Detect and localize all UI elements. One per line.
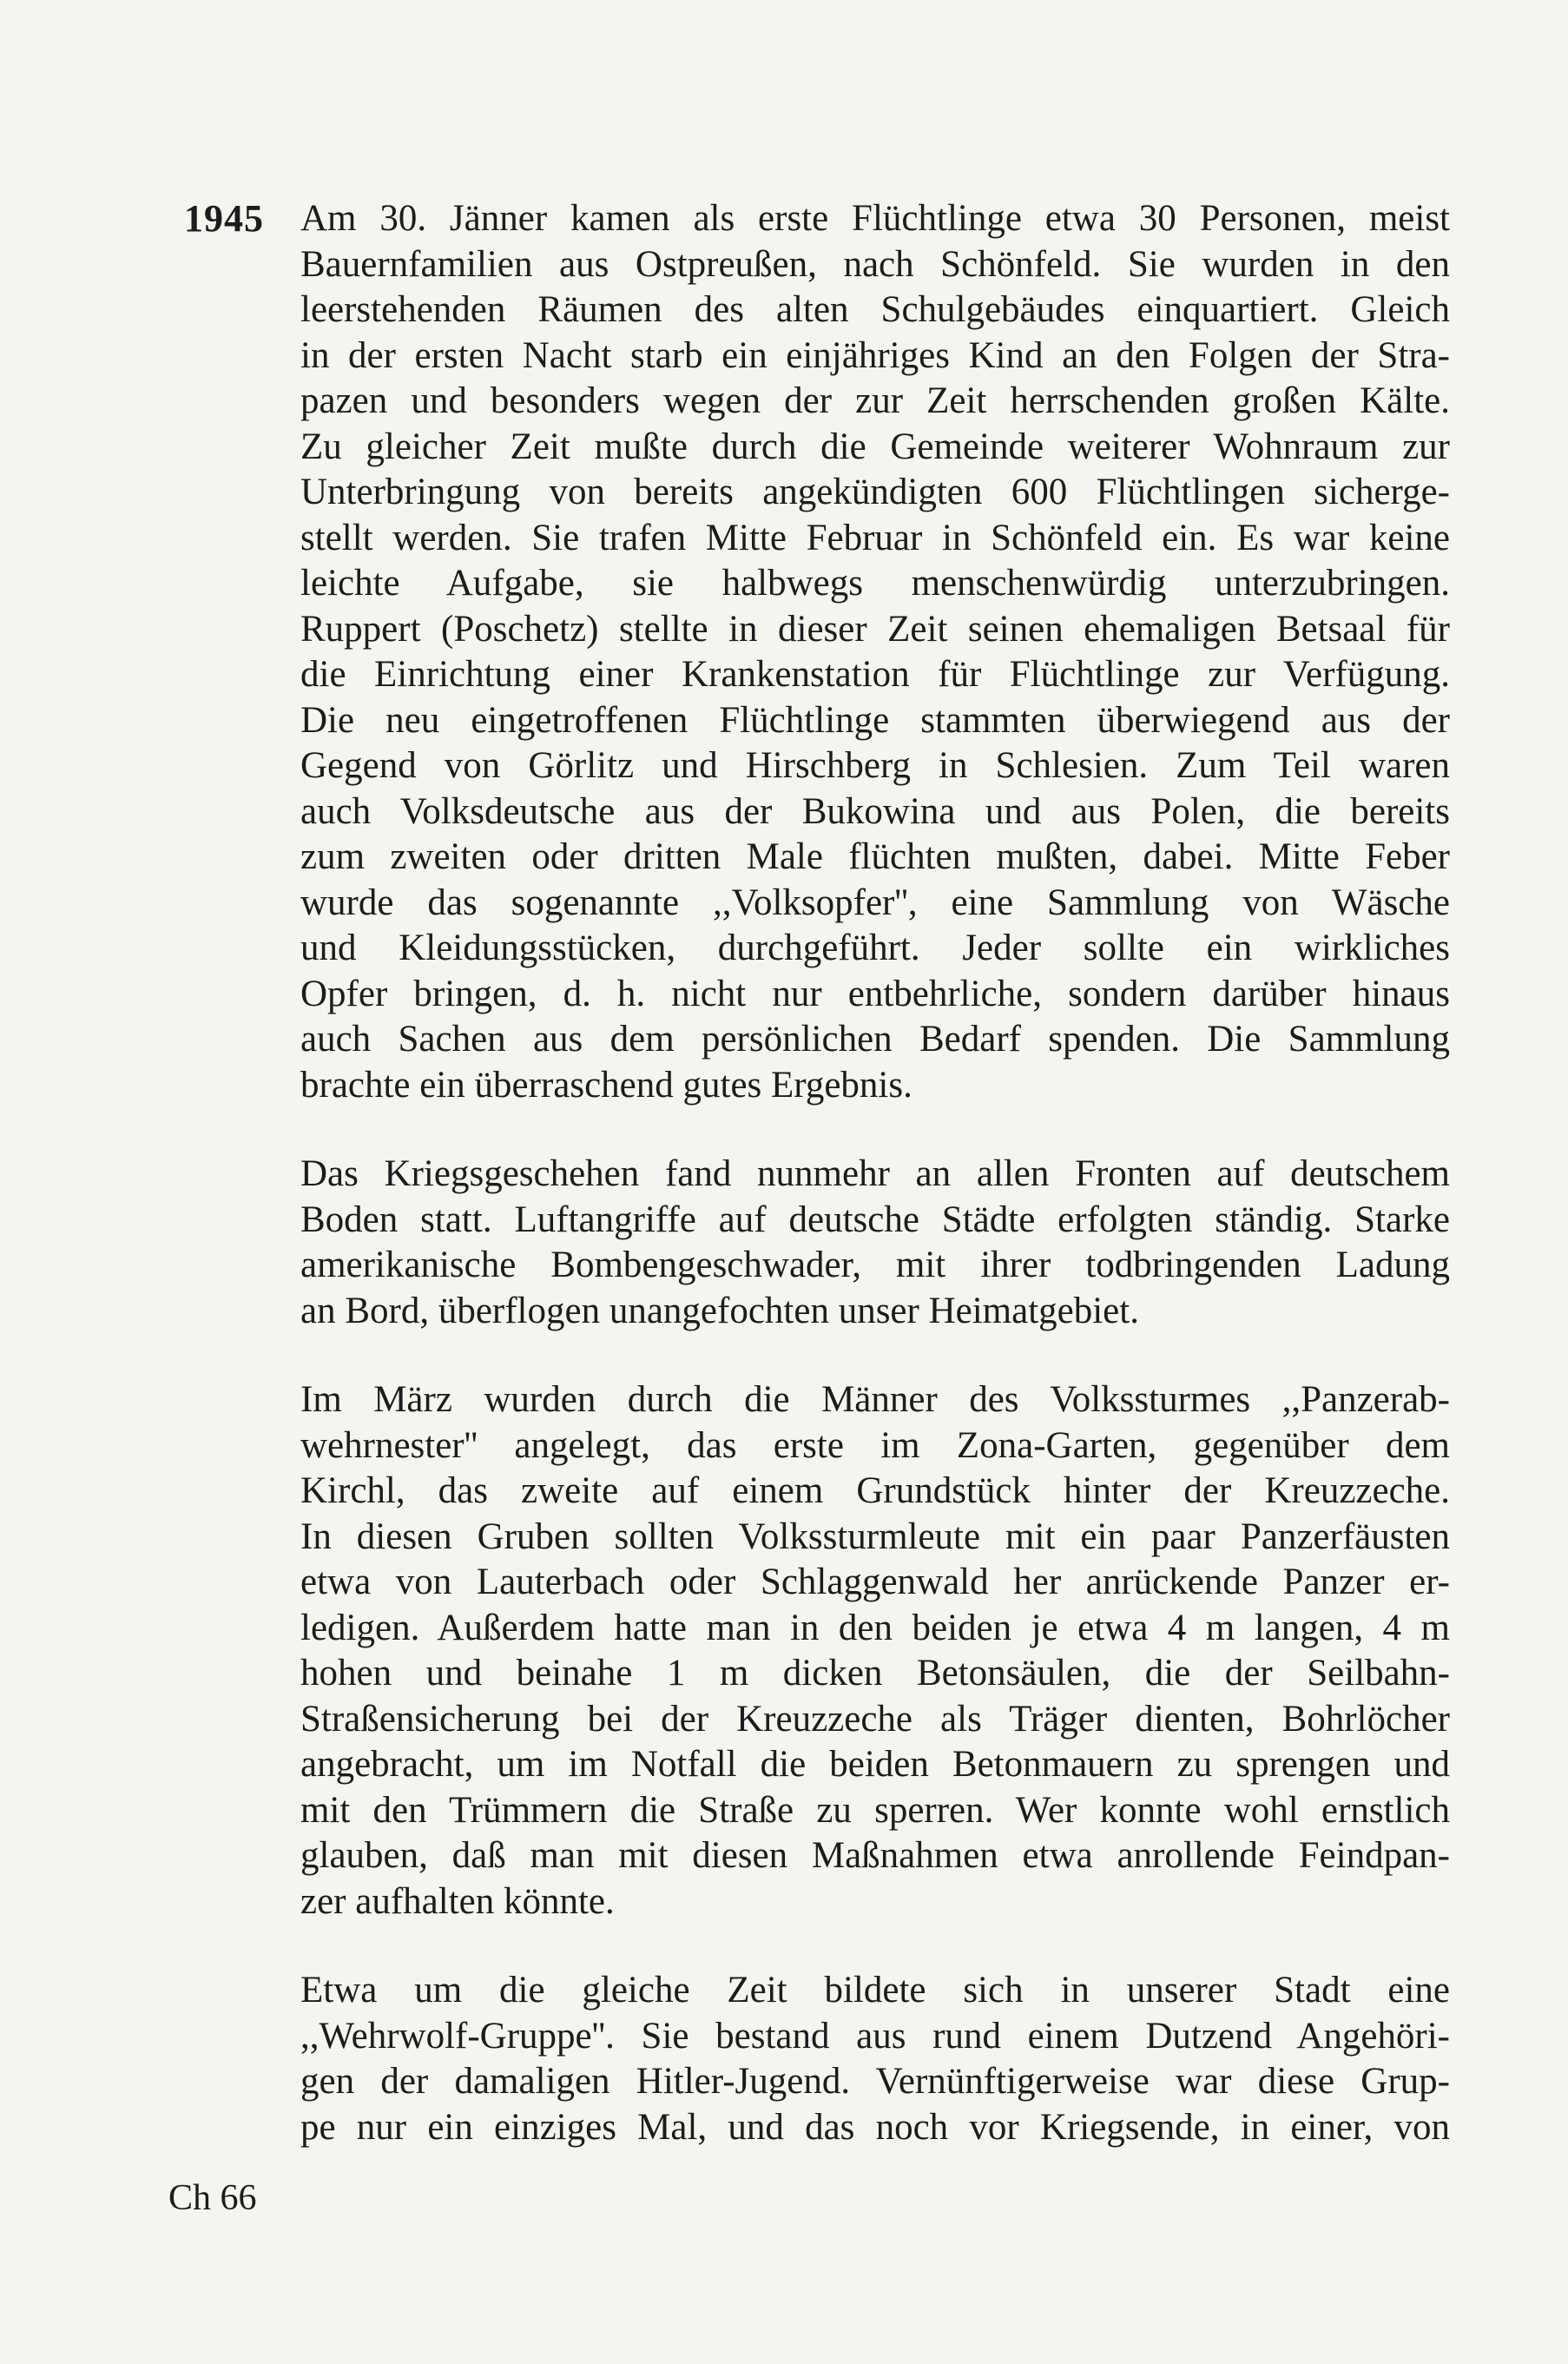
text-line: auch Volksdeutsche aus der Bukowina und aus Polen, die bereits	[300, 790, 1450, 832]
text-line: an Bord, überflogen unangefochten unser Heimatgebiet.	[300, 1290, 1139, 1331]
text-line: glauben, daß man mit diesen Maßnahmen etwa anrollende Feindpan-	[300, 1835, 1450, 1876]
text-line: und Kleidungsstücken, durchgeführt. Jeder sollte ein wirkliches	[300, 928, 1450, 968]
text-line: pe nur ein einziges Mal, und das noch vor Kriegsende, in einer, von	[300, 2106, 1450, 2148]
text-line: wurde das sogenannte ,,Volksopfer'', eine Sammlung von Wäsche	[300, 882, 1450, 923]
text-line: Ruppert (Poschetz) stellte in dieser Zeit seinen ehemaligen Betsaal für	[300, 608, 1450, 650]
text-line: hohen und beinahe 1 m dicken Betonsäulen, die der Seilbahn-	[300, 1653, 1450, 1694]
text-line: Opfer bringen, d. h. nicht nur entbehrliche, sondern darüber hinaus	[300, 973, 1450, 1014]
text-line: leerstehenden Räumen des alten Schulgebäudes einquartiert. Gleich	[300, 289, 1450, 330]
text-line: leichte Aufgabe, sie halbwegs menschenwürdig unterzubringen.	[300, 563, 1450, 604]
paragraph-volkssturm	[300, 1377, 1450, 1925]
text-line: Straßensicherung bei der Kreuzzeche als Träger dienten, Bohrlöcher	[300, 1698, 1450, 1740]
text-line: angebracht, um im Notfall die beiden Betonmauern zu sprengen und	[300, 1744, 1450, 1785]
page-number: Ch 66	[168, 2178, 257, 2218]
text-line: ledigen. Außerdem hatte man in den beiden je etwa 4 m langen, 4 m	[300, 1607, 1450, 1648]
text-line: ,,Wehrwolf-Gruppe''. Sie bestand aus rund einem Dutzend Angehöri-	[300, 2015, 1450, 2057]
text-line: auch Sachen aus dem persönlichen Bedarf spenden. Die Sammlung	[300, 1019, 1450, 1060]
text-line: zer aufhalten könnte.	[300, 1880, 615, 1922]
year-heading: 1945	[184, 197, 264, 240]
text-line: amerikanische Bombengeschwader, mit ihrer todbringenden Ladung	[300, 1245, 1450, 1285]
text-line: etwa von Lauterbach oder Schlaggenwald her anrückende Panzer er-	[300, 1562, 1450, 1602]
paragraph-war-events	[300, 1152, 1450, 1334]
text-line: Boden statt. Luftangriffe auf deutsche Städte erfolgten ständig. Starke	[300, 1199, 1450, 1240]
text-line: brachte ein überraschend gutes Ergebnis.	[300, 1064, 912, 1106]
paragraph-wehrwolf	[300, 1968, 1450, 2150]
text-line: gen der damaligen Hitler-Jugend. Vernünftigerweise war diese Grup-	[300, 2061, 1450, 2102]
text-line: Zu gleicher Zeit mußte durch die Gemeinde weiterer Wohnraum zur	[300, 426, 1450, 467]
text-line: Unterbringung von bereits angekündigten 600 Flüchtlingen sicherge-	[300, 472, 1450, 512]
text-line: In diesen Gruben sollten Volkssturmleute mit ein paar Panzerfäusten	[300, 1515, 1450, 1557]
text-line: Kirchl, das zweite auf einem Grundstück hinter der Kreuzzeche.	[300, 1470, 1450, 1511]
paragraph-refugees	[300, 196, 1450, 1108]
text-line: Gegend von Görlitz und Hirschberg in Schlesien. Zum Teil waren	[300, 745, 1450, 786]
text-line: Bauernfamilien aus Ostpreußen, nach Schönfeld. Sie wurden in den	[300, 243, 1450, 285]
text-line: Am 30. Jänner kamen als erste Flüchtlinge etwa 30 Personen, meist	[300, 198, 1450, 239]
text-line: Etwa um die gleiche Zeit bildete sich in unserer Stadt eine	[300, 1970, 1450, 2011]
text-line: pazen und besonders wegen der zur Zeit herrschenden großen Kälte.	[300, 380, 1450, 421]
text-line: stellt werden. Sie trafen Mitte Februar in Schönfeld ein. Es war keine	[300, 517, 1450, 558]
text-line: wehrnester'' angelegt, das erste im Zona-Garten, gegenüber dem	[300, 1424, 1450, 1466]
text-line: Das Kriegsgeschehen fand nunmehr an allen Fronten auf deutschem	[300, 1153, 1450, 1194]
text-line: die Einrichtung einer Krankenstation für Flüchtlinge zur Verfügung.	[300, 654, 1450, 695]
text-line: Die neu eingetroffenen Flüchtlinge stammten überwiegend aus der	[300, 699, 1450, 741]
text-line: Im März wurden durch die Männer des Volkssturmes ,,Panzerab-	[300, 1379, 1450, 1420]
text-line: mit den Trümmern die Straße zu sperren. Wer konnte wohl ernstlich	[300, 1789, 1450, 1831]
text-line: in der ersten Nacht starb ein einjähriges Kind an den Folgen der Stra-	[300, 334, 1450, 376]
text-line: zum zweiten oder dritten Male flüchten mußten, dabei. Mitte Feber	[300, 836, 1450, 877]
